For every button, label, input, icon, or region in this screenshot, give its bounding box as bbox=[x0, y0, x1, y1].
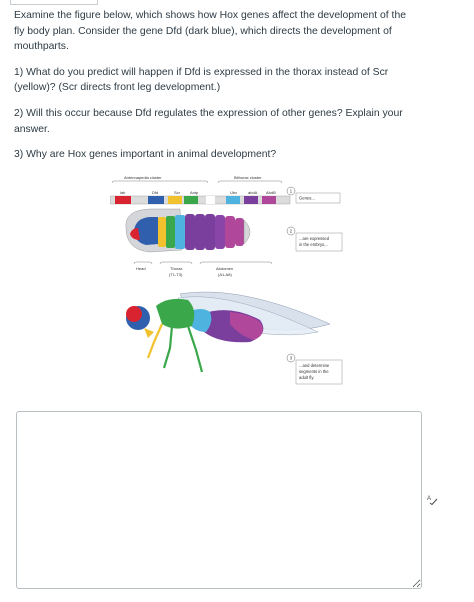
chromosome-gap bbox=[206, 196, 215, 204]
gene-label-ubx: Ubx bbox=[230, 190, 238, 195]
region-thorax: Thorax bbox=[170, 266, 183, 271]
fly-front-leg bbox=[148, 324, 162, 358]
region-head: Head bbox=[136, 266, 146, 271]
fly-eye bbox=[126, 306, 142, 322]
bithorax-bracket bbox=[218, 181, 282, 183]
callout-text-1: Genes... bbox=[299, 195, 315, 201]
callout-text-2b: in the embryo... bbox=[299, 242, 328, 247]
svg-text:A: A bbox=[427, 496, 432, 502]
callout-text-3b: segments in the bbox=[299, 369, 329, 374]
callout-text-3a: ...and determine bbox=[299, 363, 330, 368]
callout-number-3-text: 3 bbox=[289, 355, 293, 361]
gene-label-lab: lab bbox=[120, 190, 126, 195]
answer-input[interactable] bbox=[16, 411, 422, 589]
hox-figure-svg bbox=[110, 172, 355, 392]
embryo bbox=[126, 209, 250, 252]
callout-text-2a: ...are expressed bbox=[299, 236, 330, 241]
question-text bbox=[14, 8, 414, 173]
spellcheck-icon-glyph bbox=[426, 493, 438, 505]
antennapedia-cluster-label: Antennapedia cluster bbox=[124, 175, 162, 180]
thorax-bracket bbox=[160, 262, 192, 264]
spellcheck-icon[interactable] bbox=[426, 493, 438, 505]
question-3: 3) Why are Hox genes important in animal development? bbox=[14, 149, 277, 161]
question-intro: Examine the figure below, which shows how Hox genes affect the development of the fly body plan. Consider the gene Dfd (dark blue), which directs the development of mouthparts. bbox=[14, 10, 406, 53]
gene-block-dfd bbox=[148, 196, 164, 204]
question-1: 1) What do you predict will happen if Dfd is expressed in the thorax instead of Scr (yellow)? (Scr directs front leg development.) bbox=[14, 66, 389, 94]
gene-block-antp bbox=[184, 196, 198, 204]
fly-hind-leg bbox=[188, 326, 202, 372]
region-abdomen: Abdomen bbox=[216, 266, 234, 271]
fly-middle-leg bbox=[164, 326, 172, 368]
head-bracket bbox=[134, 262, 152, 264]
bithorax-cluster-label: Bithorax cluster bbox=[234, 175, 262, 180]
callout-number-1-text: 1 bbox=[289, 188, 293, 194]
gene-label-abdb: AbdB bbox=[266, 190, 276, 195]
abdomen-bracket bbox=[200, 262, 272, 264]
gene-label-antp: Antp bbox=[190, 190, 199, 195]
region-abdomen-sub: (A1-A8) bbox=[218, 272, 232, 277]
gene-block-scr bbox=[168, 196, 182, 204]
gene-label-abda: abdA bbox=[248, 190, 258, 195]
gene-block-ubx bbox=[226, 196, 240, 204]
gene-block-lab bbox=[115, 196, 131, 204]
gene-block-abda bbox=[244, 196, 258, 204]
fly-mouthparts bbox=[144, 328, 154, 338]
question-2: 2) Will this occur because Dfd regulates the expression of other genes? Explain your answer. bbox=[14, 107, 403, 135]
callout-number-2-text: 2 bbox=[289, 228, 293, 234]
antennapedia-bracket bbox=[112, 181, 208, 183]
hox-figure bbox=[110, 172, 355, 392]
gene-label-dfd: Dfd bbox=[152, 190, 159, 195]
region-thorax-sub: (T1-T3) bbox=[169, 272, 183, 277]
gene-block-abdb bbox=[262, 196, 276, 204]
callout-text-3c: adult fly. bbox=[299, 375, 315, 380]
gene-label-scr: Scr bbox=[174, 190, 180, 195]
question-tab-edge bbox=[10, 0, 98, 5]
